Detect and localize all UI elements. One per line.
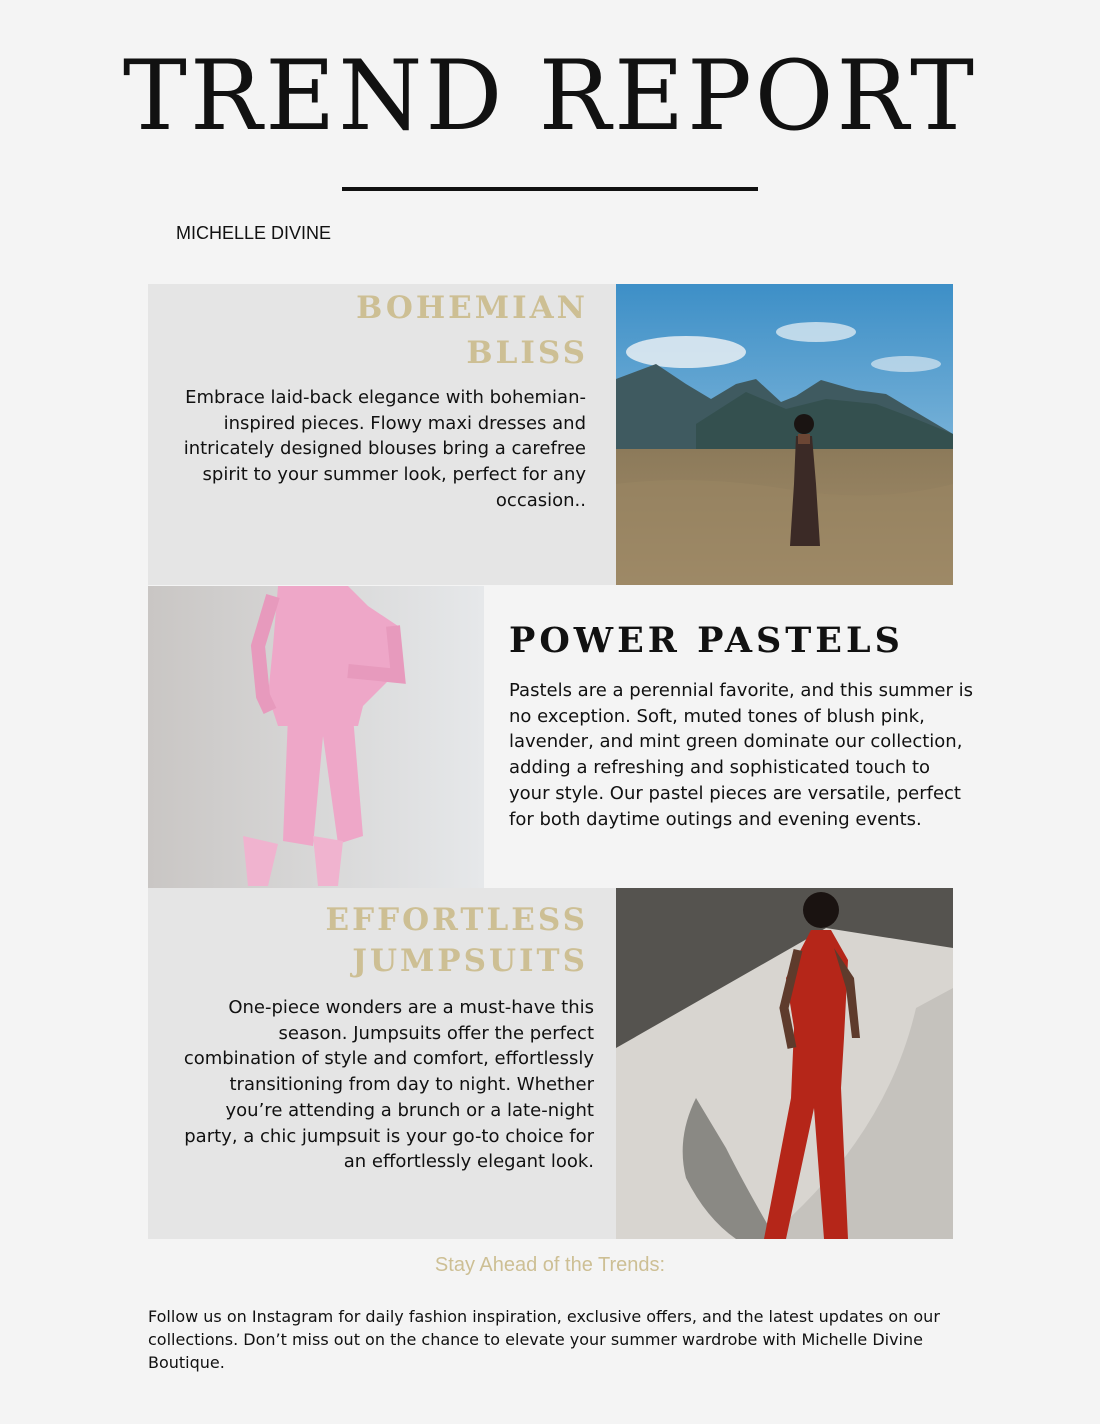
author-name: MICHELLE DIVINE [176, 223, 332, 243]
heading-line: JUMPSUITS [352, 943, 588, 979]
section-body: Embrace laid-back elegance with bohemian-inspired pieces. Flowy maxi dresses and intricately designed blouses bring a carefree spirit to your summer look, perfect for any occasion.. [183, 387, 586, 511]
section-heading [168, 900, 588, 982]
page-title: TREND REPORT [122, 40, 978, 152]
section-heading [509, 620, 904, 661]
section-heading [168, 286, 588, 376]
section-jumpsuits-panel [148, 888, 616, 1239]
bohemian-photo [616, 284, 953, 585]
pastels-photo [148, 586, 484, 888]
section-body: One-piece wonders are a must-have this season. Jumpsuits offer the perfect combination of style and comfort, effortlessly transitioning from day to night. Whether you’re attending a brunch or a late-night party, a chic jumpsuit is your go-to choice for an effortlessly elegant look. [183, 997, 594, 1173]
heading-line: EFFORTLESS [325, 902, 588, 938]
section-bohemian-panel [148, 284, 616, 585]
cta-heading: Stay Ahead of the Trends: [434, 1254, 666, 1276]
jumpsuits-photo [616, 888, 953, 1239]
section-body: Pastels are a perennial favorite, and this summer is no exception. Soft, muted tones of blush pink, lavender, and mint green dominate our collection, adding a refreshing and sophisticated touch to your style. Our pastel pieces are versatile, perfect for both daytime outings and evening events. [509, 680, 974, 830]
cta-body: Follow us on Instagram for daily fashion inspiration, exclusive offers, and the latest updates on our collections. Don’t miss out on the chance to elevate your summer wardrobe with Michelle Divine Boutique. [148, 1307, 940, 1372]
section-pastels-panel [484, 586, 974, 888]
heading-line: BLISS [466, 335, 588, 371]
heading-line: POWER PASTELS [509, 620, 904, 661]
title-divider [342, 187, 758, 191]
heading-line: BOHEMIAN [356, 290, 588, 326]
